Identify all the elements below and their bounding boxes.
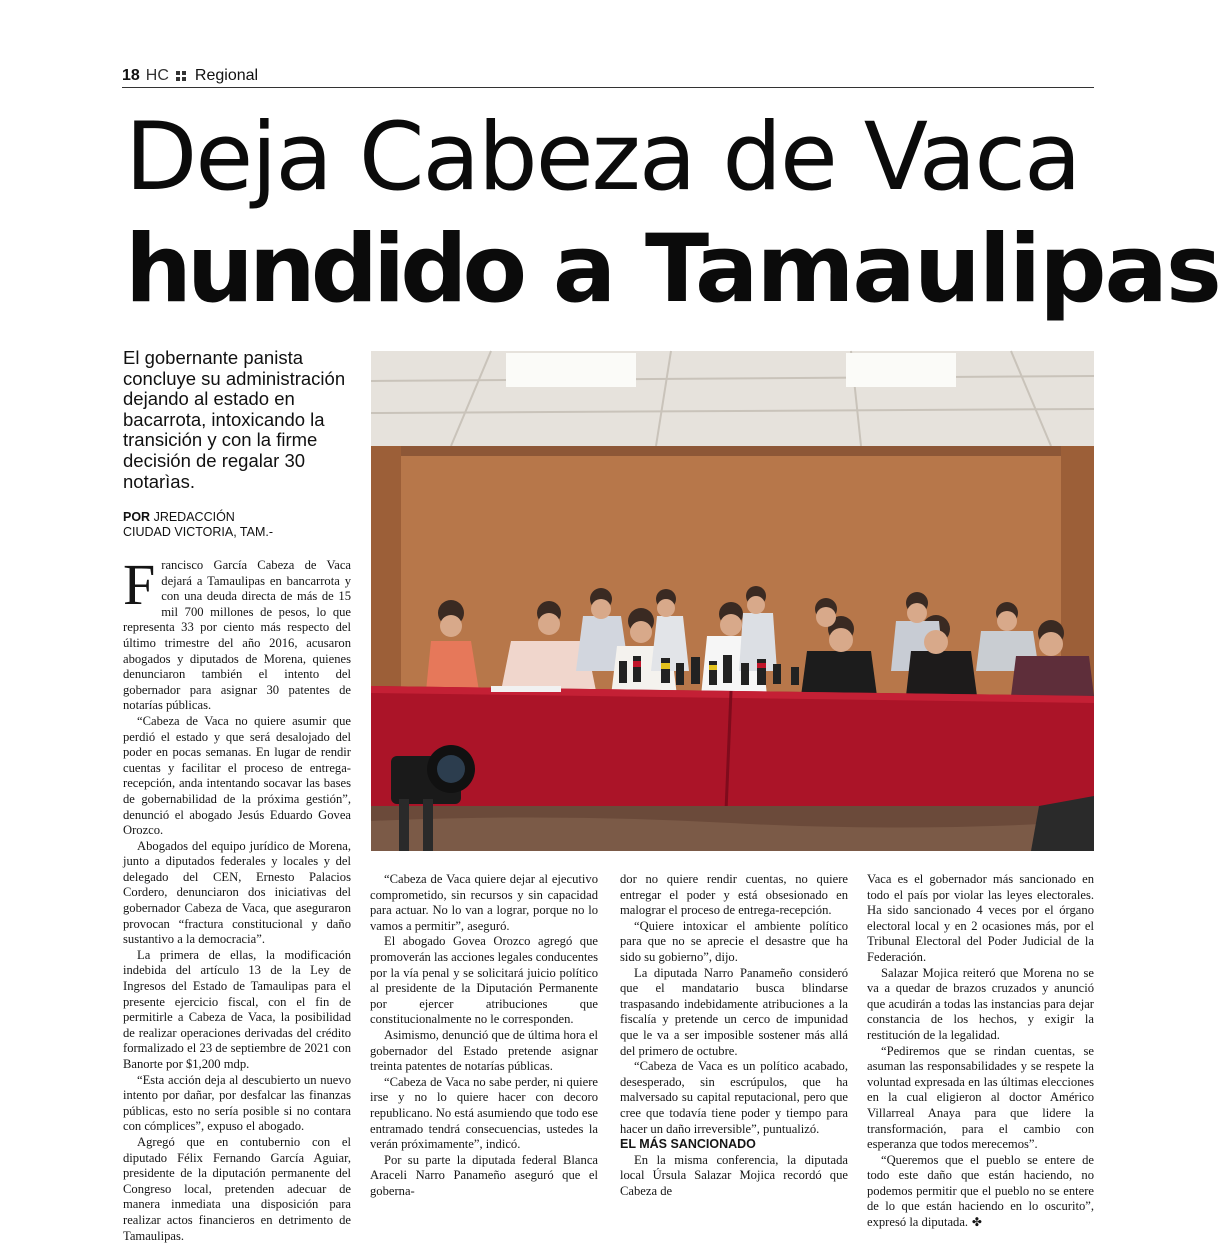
headline-line-1: Deja Cabeza de Vaca (125, 103, 1080, 212)
article-column-2 (370, 872, 598, 1199)
article-paragraph: Salazar Mojica reiteró que Morena no se va a quedar de brazos cruzados y anunció que acudirán a todas las instancias para dejar constancia de los hechos, y exigir la restitución de la legalidad. (867, 965, 1094, 1042)
ceiling (371, 351, 1094, 446)
page-number: 18 (122, 67, 140, 84)
article-paragraph: Asimismo, denunció que de última hora el gobernador del Estado pretende asignar treinta patentes de notarías públicas. (370, 1027, 598, 1074)
headline-bold-word: hundido (125, 215, 523, 324)
section-dots-icon (176, 71, 186, 81)
press-conference-photo (371, 351, 1094, 851)
article-paragraph: “Cabeza de Vaca es un político acabado, desesperado, sin escrúpulos, que ha malversado su capital reputacional, pero que cree que todavía tiene poder y tiempo para hacer un daño irreversible”, puntualizó. (620, 1059, 848, 1136)
article-column-1 (123, 552, 351, 1244)
photo-illustration (371, 351, 1094, 851)
article-column-4 (867, 872, 1094, 1231)
deck: El gobernante panista concluye su administración dejando al estado en bacarrota, intoxicando la transición y con la firme decisión de regalar 30 notarìas. (123, 347, 346, 492)
article-paragraph: “Quiere intoxicar el ambiente político para que no se aprecie el desastre que ha sido su gobierno”, dijo. (620, 918, 848, 964)
dateline: CIUDAD VICTORIA, TAM.- (123, 525, 274, 539)
article-paragraph: “Cabeza de Vaca no sabe perder, ni quiere irse y no lo quiere hacer con decoro republicano. No está asumiendo que todo ese entramado tendrá consecuencias, ustedes la verán próximamente”, indicó. (370, 1074, 598, 1152)
headline-line-2-rest: a Tamaulipas (522, 215, 1220, 324)
article-paragraph: “Esta acción deja al descubierto un nuevo intento por dañar, por desfalcar las finanzas públicas, esto no sería posible si no contara con cómplices”, expuso el abogado. (123, 1072, 351, 1134)
article-paragraph: “Cabeza de Vaca quiere dejar al ejecutivo comprometido, sin recursos y sin capacidad para actuar. No lo van a lograr, porque no lo vamos a permitir”, aseguró. (370, 872, 598, 933)
article-paragraph: La diputada Narro Panameño consideró que el mandatario busca blindarse traspasando indebidamente atribuciones a la fiscalía y pretende un cerco de impunidad que le va a ser imposible sostener más allá del primero de octubre. (620, 965, 848, 1058)
article-paragraph: “Cabeza de Vaca no quiere asumir que perdió el estado y que será desalojado del poder en pocas semanas. En lugar de rendir cuentas y facilitar el proceso de entrega-recepción, anda intentando socavar las bases de gobernabilidad de la próxima gestión”, denunció el abogado Jesús Eduardo Govea Orozco. (123, 713, 351, 838)
byline-author: JREDACCIÓN (150, 510, 235, 524)
end-mark-icon: ✤ (968, 1215, 982, 1230)
article-paragraph: Vaca es el gobernador más sancionado en todo el país por violar las leyes electorales. Ha sido sancionado 4 veces por el órgano electoral local y en 2 ocasiones más, por el Tribunal Electoral del Poder Judicial de la Federación. (867, 872, 1094, 964)
article-paragraph: Abogados del equipo jurídico de Morena, junto a diputados federales y locales y del delegado del CEN, Ernesto Palacios Cordero, denunciaron dos iniciativas del gobernador Cabeza de Vaca, que aseguraron provocan “fractura constitucional y daño sustantivo a la democracia”. (123, 838, 351, 947)
article-paragraph: La primera de ellas, la modificación indebida del artículo 13 de la Ley de Ingresos del Estado de Tamaulipas para el presente ejercicio fiscal, con el fin de permitirle a Cabeza de Vaca, la posibilidad de realizar operaciones derivadas del crédito formalizado el 23 de septiembre de 2021 con Banorte por $1,200 mdp. (123, 947, 351, 1071)
red-tablecloth (371, 686, 1094, 816)
ceiling-light-left (506, 353, 636, 387)
ceiling-light-right (846, 353, 956, 387)
section-name: Regional (194, 67, 259, 84)
article-paragraph: Por su parte la diputada federal Blanca Araceli Narro Panameño aseguró que el goberna- (370, 1152, 598, 1198)
publication-name: HC (145, 67, 169, 84)
article-paragraph: “Pediremos que se rindan cuentas, se asuman las responsabilidades y se respete la voluntad expresada en las últimas elecciones en la cual eligieron al doctor Américo Villarreal Anaya para que lidere la transformación, para el cambio con esperanza que todos merecemos”. (867, 1043, 1094, 1152)
article-paragraph: dor no quiere rendir cuentas, no quiere entregar el poder y está obsesionado en malograr el proceso de entrega-recepción. (620, 872, 848, 918)
article-paragraph: “Queremos que el pueblo se entere de todo este daño que están haciendo, no podemos permitir que el pueblo no se entere de lo que están haciendo en lo oscurito”, expresó la diputada. ✤ (867, 1152, 1094, 1230)
headline (125, 103, 1220, 324)
article-paragraph: Agregó que en contubernio con el diputado Félix Fernando García Aguiar, presidente de la diputación permanente del Congreso local, pretenden adecuar de manera inmediata una disposición para realizar actos financieros en detrimento de Tamaulipas. (123, 1134, 351, 1243)
article-paragraph: En la misma conferencia, la diputada local Úrsula Salazar Mojica recordó que Cabeza de (620, 1152, 848, 1198)
subheading: EL MÁS SANCIONADO (620, 1137, 756, 1152)
headline-line-2 (125, 215, 1220, 324)
article-paragraph: Francisco García Cabeza de Vaca dejará a Tamaulipas en bancarrota y con una deuda directa de más de 15 mil 700 millones de pesos, lo que representa 33 por ciento más respecto del último trimestre del año 2016, acusaron abogados y diputados de Morena, quienes denunciaron también el intento del gobernador para asignar 30 patentes de notarías públicas. (123, 552, 351, 713)
byline-por: POR (123, 510, 151, 524)
article-column-3 (620, 872, 848, 1199)
drop-cap: F (123, 552, 156, 617)
running-head (122, 66, 1094, 88)
article-paragraph: El abogado Govea Orozco agregó que promoverán las acciones legales conducentes por la vía penal y se solicitará juicio político al presidente de la Diputación Permanente por ejercer atribuciones que constitucionalmente no le corresponden. (370, 934, 598, 1027)
byline (123, 510, 358, 540)
